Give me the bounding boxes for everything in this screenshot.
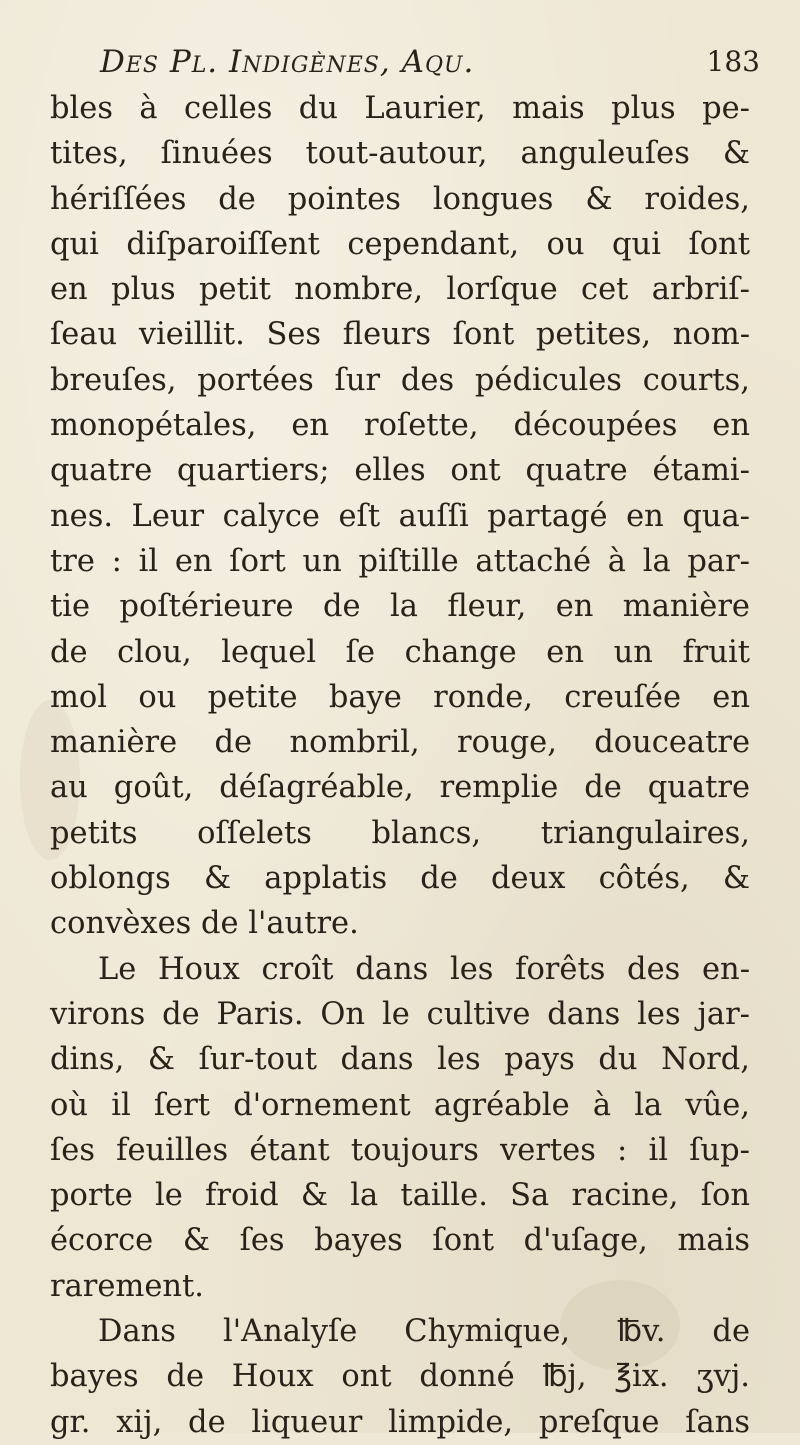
text-line: tie poſtérieure de la fleur, en manière — [50, 589, 750, 625]
text-line: Dans l'Analyſe Chymique, ℔v. de — [98, 1314, 750, 1350]
running-head-title: Des Pl. Indigènes, Aqu. — [100, 44, 475, 80]
text-line: bayes de Houx ont donné ℔j, ℥ix. ʒvj. — [50, 1359, 750, 1395]
text-line: qui diſparoiſſent cependant, ou qui ſont — [50, 226, 750, 262]
text-line: ſeau vieillit. Ses fleurs ſont petites, nom- — [50, 317, 750, 353]
paragraph — [50, 86, 750, 947]
text-line: nes. Leur calyce eſt auſſi partagé en qua- — [50, 498, 750, 534]
text-line: Le Houx croît dans les forêts des en- — [98, 951, 750, 987]
text-line: manière de nombril, rouge, douceatre — [50, 725, 750, 761]
text-line: mol ou petite baye ronde, creuſée en — [50, 679, 750, 715]
paragraph — [50, 1309, 750, 1445]
text-line: écorce & ſes bayes ſont d'uſage, mais — [50, 1223, 750, 1259]
text-line: en plus petit nombre, lorſque cet arbriſ- — [50, 272, 750, 308]
text-line: oblongs & applatis de deux côtés, & — [50, 861, 750, 897]
page-number: 183 — [706, 45, 760, 78]
text-line: porte le froid & la taille. Sa racine, ſon — [50, 1178, 750, 1214]
running-head — [100, 40, 760, 84]
text-line: hériſſées de pointes longues & roides, — [50, 181, 750, 217]
text-line: tites, ſinuées tout-autour, anguleuſes & — [50, 136, 750, 172]
paragraph — [50, 947, 750, 1309]
text-line: où il ſert d'ornement agréable à la vûe, — [50, 1087, 750, 1123]
text-line: convèxes de l'autre. — [50, 906, 359, 942]
text-line: quatre quartiers; elles ont quatre étami- — [50, 453, 750, 489]
text-line: monopétales, en roſette, découpées en — [50, 408, 750, 444]
text-line: bles à celles du Laurier, mais plus pe- — [50, 91, 750, 126]
text-line: breuſes, portées ſur des pédicules courts, — [50, 362, 750, 398]
text-line: petits oſſelets blancs, triangulaires, — [50, 815, 750, 851]
text-line: virons de Paris. On le cultive dans les jar- — [50, 996, 750, 1032]
text-line: dins, & ſur-tout dans les pays du Nord, — [50, 1042, 750, 1078]
text-line: gr. xij, de liqueur limpide, preſque ſans — [50, 1404, 750, 1440]
text-line: au goût, déſagréable, remplie de quatre — [50, 770, 750, 806]
body-text — [50, 86, 750, 1445]
text-line: rarement. — [50, 1268, 204, 1304]
text-line: tre : il en ſort un piſtille attaché à la par- — [50, 543, 750, 579]
text-line: ſes feuilles étant toujours vertes : il ſup- — [50, 1132, 750, 1168]
text-line: de clou, lequel ſe change en un fruit — [50, 634, 750, 670]
